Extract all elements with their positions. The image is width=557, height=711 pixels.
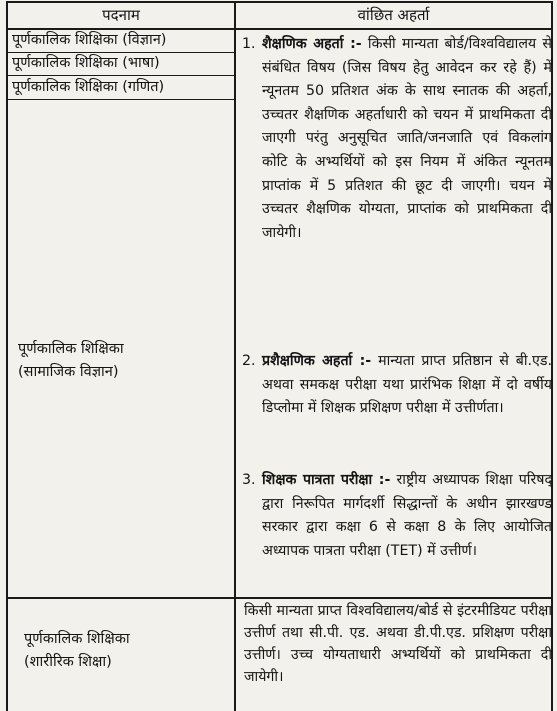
item-label: शिक्षक पात्रता परीक्षा :-: [262, 472, 391, 488]
item-text: किसी मान्यता बोर्ड/विश्वविद्यालय से संबंधित विषय (जिस विषय हेतु आवेदन कर रहे हैं) में न्यूनतम 50 प्रतिशत अंक के साथ स्नातक की अहर्ता, उच्चतर शैक्षणिक अहर्ताधारी को चयन में प्राथमिकता दी जाएगी परंतु अनुसूचित जाति/जनजाति एवं विकलांग कोटि के अभ्यर्थियों को इस नियम में अंकित न्यूनतम प्राप्तांक में 5 प्रतिशत की छूट दी जाएगी। चयन में उच्चतर शैक्षणिक योग्यता, प्राप्तांक को प्राथमिकता दी जायेगी।: [262, 36, 552, 241]
table-border-left: [6, 1, 8, 711]
item-text: मान्यता प्राप्त प्रतिष्ठान से बी.एड. अथवा समकक्ष परीक्षा यथा प्रारंभिक शिक्षा में दो वर्षीय डिप्लोमा में शिक्षक प्रशिक्षण परीक्षा में उत्तीर्णता।: [262, 353, 553, 417]
post-physical-line2: (शारीरिक शिक्षा): [24, 654, 112, 670]
item-text: राष्ट्रीय अध्यापक शिक्षा परिषद् द्वारा निरूपित मार्गदर्शी सिद्धान्तों के अधीन झारखण्ड सरकार द्वारा कक्षा 6 से कक्षा 8 के लिए आयोजित अध्यापक पात्रता परीक्षा (TET) में उत्तीर्ण।: [262, 472, 553, 559]
column-divider: [234, 1, 236, 711]
item-number: 1.: [242, 36, 256, 52]
item-number: 3.: [242, 472, 256, 488]
qualification-item-tet: [242, 469, 553, 563]
item-label: प्रशैक्षणिक अहर्ता :-: [262, 353, 372, 369]
post-social-line1: पूर्णकालिक शिक्षिका: [18, 341, 124, 357]
qualification-item-training: [242, 350, 553, 421]
post-language: पूर्णकालिक शिक्षिका (भाषा): [12, 55, 160, 71]
qualification-item-academic: [242, 33, 552, 245]
item-number: 2.: [242, 353, 256, 369]
header-post: पदनाम: [102, 6, 140, 24]
post-math: पूर्णकालिक शिक्षिका (गणित): [12, 79, 165, 95]
row-divider-4: [6, 597, 552, 599]
post-physical-education: [24, 628, 130, 674]
post-social-line2: (सामाजिक विज्ञान): [18, 364, 119, 380]
row-divider-3: [6, 99, 236, 100]
header-qualification: वांछित अहर्ता: [357, 6, 430, 24]
post-science: पूर्णकालिक शिक्षिका (विज्ञान): [12, 32, 167, 48]
item-label: शैक्षणिक अहर्ता :-: [262, 36, 362, 52]
post-social-science: [18, 338, 124, 384]
post-physical-line1: पूर्णकालिक शिक्षिका: [24, 631, 130, 647]
physical-education-qualification: किसी मान्यता प्राप्त विश्वविद्यालय/बोर्ड से इंटरमीडियट परीक्षा उत्तीर्ण तथा सी.पी. एड. अथवा डी.पी.एड. प्रशिक्षण परीक्षा उत्तीर्ण। उच्च योग्यताधारी अभ्यर्थियों को प्राथमिकता दी जायेगी।: [244, 603, 552, 685]
